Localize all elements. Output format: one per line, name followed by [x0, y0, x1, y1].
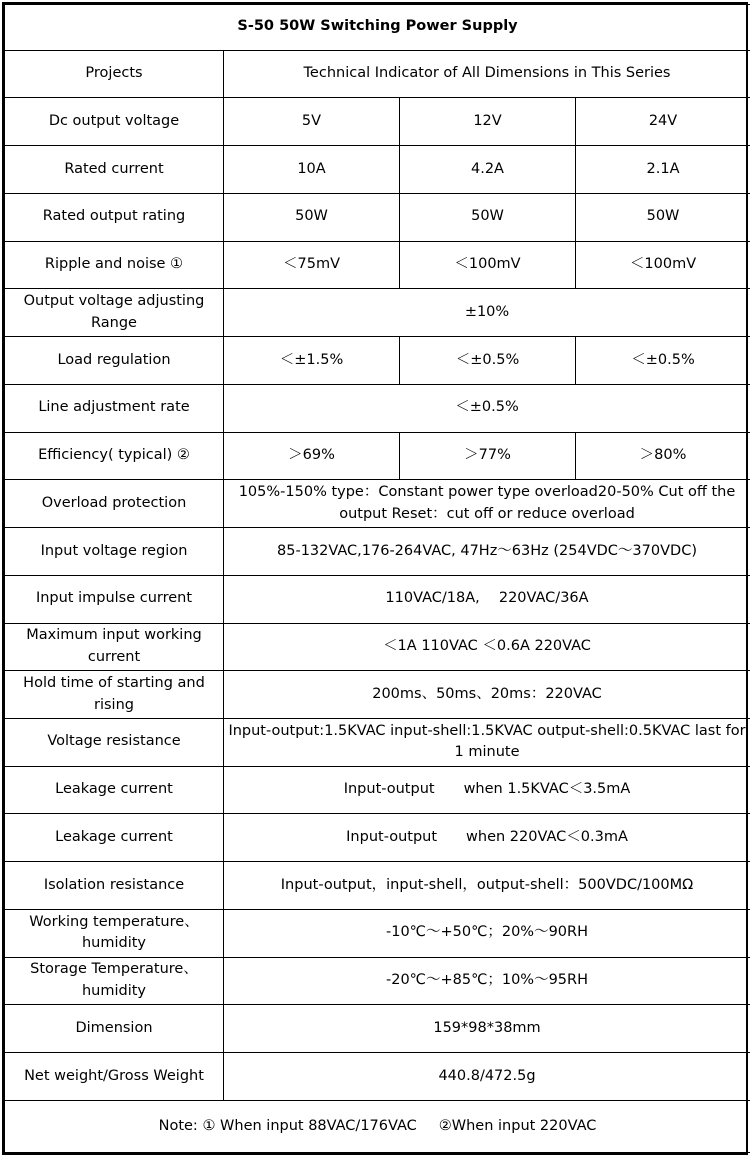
table-row — [5, 193, 750, 241]
row-label: Net weight/Gross Weight — [5, 1053, 224, 1101]
row-value: 50W — [224, 193, 400, 241]
table-row — [5, 1053, 750, 1101]
row-label: Efficiency( typical) ② — [5, 432, 224, 480]
row-value: 24V — [576, 98, 750, 146]
table-row — [5, 814, 750, 862]
table-row — [5, 480, 750, 528]
row-label: Input impulse current — [5, 575, 224, 623]
table-row — [5, 432, 750, 480]
table-header-row — [5, 50, 750, 98]
footnote — [5, 1100, 750, 1152]
row-label: Overload protection — [5, 480, 224, 528]
table-row — [5, 623, 750, 671]
table-row — [5, 957, 750, 1005]
row-value: ＞69% — [224, 432, 400, 480]
row-value: 12V — [400, 98, 576, 146]
table-row — [5, 337, 750, 385]
row-value: 50W — [400, 193, 576, 241]
spec-sheet — [2, 2, 748, 1155]
row-label: Hold time of starting and rising — [5, 671, 224, 719]
row-value: ＞80% — [576, 432, 750, 480]
table-row — [5, 384, 750, 432]
row-label: Input voltage region — [5, 528, 224, 576]
row-value: Input-output，input-shell，output-shell：500VDC/100MΩ — [224, 862, 750, 910]
row-label: Ripple and noise ① — [5, 241, 224, 289]
table-row — [5, 671, 750, 719]
page-title: S-50 50W Switching Power Supply — [5, 5, 750, 51]
row-label: Output voltage adjusting Range — [5, 289, 224, 337]
table-row — [5, 575, 750, 623]
row-label: Working temperature、humidity — [5, 909, 224, 957]
row-value: 2.1A — [576, 146, 750, 194]
row-value: ＜75mV — [224, 241, 400, 289]
row-value: ＜100mV — [576, 241, 750, 289]
row-label: Maximum input working current — [5, 623, 224, 671]
table-row — [5, 862, 750, 910]
row-value: 5V — [224, 98, 400, 146]
row-value: 4.2A — [400, 146, 576, 194]
table-row — [5, 146, 750, 194]
row-value: ＜100mV — [400, 241, 576, 289]
header-label: Projects — [5, 50, 224, 98]
row-label: Storage Temperature、humidity — [5, 957, 224, 1005]
row-value: -10℃～+50℃；20%～90RH — [224, 909, 750, 957]
note-prefix: Note: — [159, 1118, 198, 1134]
row-value: 105%-150% type：Constant power type overload20-50% Cut off the output Reset：cut off or reduce overload — [224, 480, 750, 528]
row-value: 85-132VAC,176-264VAC, 47Hz～63Hz (254VDC～370VDC) — [224, 528, 750, 576]
row-value: ±10% — [224, 289, 750, 337]
table-row — [5, 766, 750, 814]
header-value: Technical Indicator of All Dimensions in This Series — [224, 50, 750, 98]
table-row — [5, 1005, 750, 1053]
row-value: ＜±1.5% — [224, 337, 400, 385]
row-label: Isolation resistance — [5, 862, 224, 910]
table-row — [5, 289, 750, 337]
table-row — [5, 718, 750, 766]
row-value: 50W — [576, 193, 750, 241]
table-row — [5, 909, 750, 957]
row-label: Rated current — [5, 146, 224, 194]
row-label: Rated output rating — [5, 193, 224, 241]
row-value: ＞77% — [400, 432, 576, 480]
row-label: Line adjustment rate — [5, 384, 224, 432]
row-value: ＜±0.5% — [224, 384, 750, 432]
table-row — [5, 528, 750, 576]
row-value: ＜1A 110VAC ＜0.6A 220VAC — [224, 623, 750, 671]
note-item-2: ②When input 220VAC — [439, 1118, 597, 1134]
row-value: Input-output when 1.5KVAC＜3.5mA — [224, 766, 750, 814]
row-value: 159*98*38mm — [224, 1005, 750, 1053]
row-value: -20℃～+85℃；10%～95RH — [224, 957, 750, 1005]
row-value: 200ms、50ms、20ms：220VAC — [224, 671, 750, 719]
row-value: 440.8/472.5g — [224, 1053, 750, 1101]
row-value: 10A — [224, 146, 400, 194]
row-value: Input-output when 220VAC＜0.3mA — [224, 814, 750, 862]
table-row — [5, 241, 750, 289]
row-label: Dc output voltage — [5, 98, 224, 146]
row-value: 110VAC/18A, 220VAC/36A — [224, 575, 750, 623]
note-item-1: ① When input 88VAC/176VAC — [202, 1118, 416, 1134]
row-label: Voltage resistance — [5, 718, 224, 766]
row-label: Load regulation — [5, 337, 224, 385]
row-value: ＜±0.5% — [400, 337, 576, 385]
row-value: ＜±0.5% — [576, 337, 750, 385]
row-label: Leakage current — [5, 814, 224, 862]
table-row — [5, 98, 750, 146]
row-value: Input-output:1.5KVAC input-shell:1.5KVAC output-shell:0.5KVAC last for 1 minute — [224, 718, 750, 766]
row-label: Leakage current — [5, 766, 224, 814]
spec-table — [4, 4, 750, 1153]
row-label: Dimension — [5, 1005, 224, 1053]
